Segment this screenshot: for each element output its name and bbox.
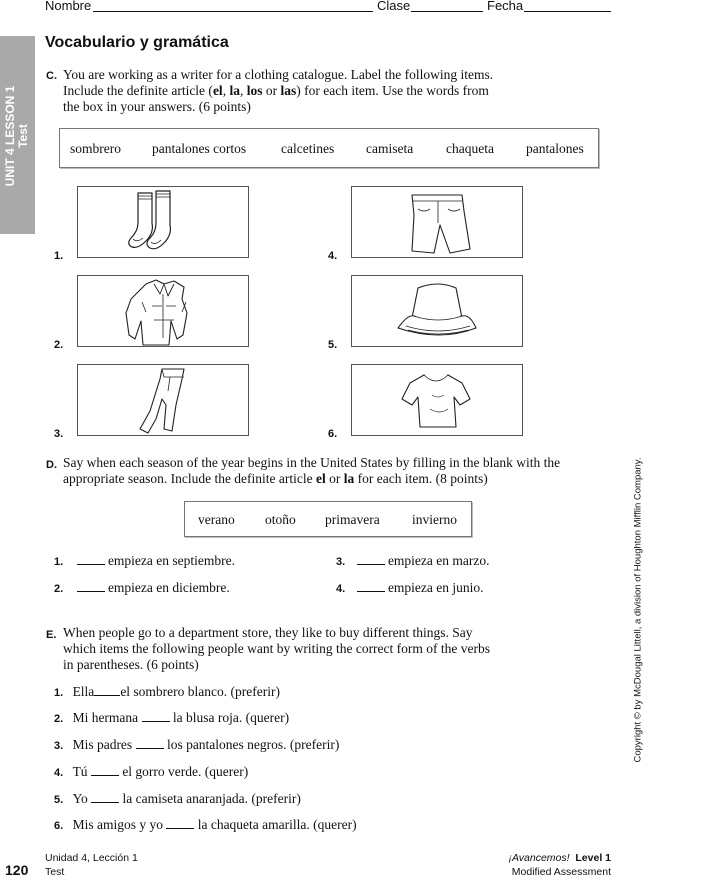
part-c-instructions: You are working as a writer for a clothing catalogue. Label the following items. Include the definite article (el, la, los or las) for each item. Use the words from the box in your answers. (6 points)	[63, 67, 494, 114]
word-pantalones: pantalones	[526, 141, 584, 156]
verb-item-1: 1. Ella el sombrero blanco. (preferir)	[54, 684, 280, 699]
class-field[interactable]	[411, 11, 483, 12]
answer-blank[interactable]	[77, 580, 105, 592]
answer-blank[interactable]	[357, 580, 385, 592]
verb-item-4: 4. Tú el gorro verde. (querer)	[54, 764, 249, 779]
tshirt-icon	[352, 365, 522, 435]
word-verano: verano	[198, 512, 235, 527]
season-item-2: 2. empieza en diciembre.	[54, 580, 230, 595]
page-number: 120	[5, 862, 29, 878]
answer-blank[interactable]	[357, 553, 385, 565]
section-title: Vocabulario y gramática	[45, 34, 229, 51]
picture-box-4	[351, 186, 523, 258]
part-c-label: C.	[46, 70, 57, 82]
copyright-notice: Copyright © by McDougal Littell, a division of Houghton Mifflin Company.	[632, 457, 644, 763]
season-item-4: 4. empieza en junio.	[336, 580, 484, 595]
word-invierno: invierno	[412, 512, 457, 527]
word-otono: otoño	[265, 512, 296, 527]
answer-blank[interactable]	[77, 553, 105, 565]
footer-right: ¡Avancemos! Level 1 Modified Assessment	[508, 852, 611, 878]
picture-box-3	[77, 364, 249, 436]
part-e-instructions: When people go to a department store, they like to buy different things. Say which items the following people want by writing the correct form of the verbs in parentheses. (6 points)	[63, 625, 491, 672]
name-label: Nombre	[45, 0, 92, 13]
answer-blank[interactable]	[91, 764, 119, 776]
class-label: Clase	[377, 0, 411, 13]
part-d-label: D.	[46, 459, 57, 471]
word-camiseta: camiseta	[366, 141, 414, 156]
part-d-instructions: Say when each season of the year begins in the United States by filling in the blank with the appropriate season. Include the definite article el or la for each item. (8 points)	[63, 455, 561, 486]
answer-blank[interactable]	[136, 737, 164, 749]
clothing-word-box	[59, 128, 599, 168]
verb-item-5: 5. Yo la camiseta anaranjada. (preferir)	[54, 791, 301, 806]
side-tab-test: Test	[16, 124, 30, 148]
season-item-1: 1. empieza en septiembre.	[54, 553, 236, 568]
picture-box-2	[77, 275, 249, 347]
word-pantalones-cortos: pantalones cortos	[152, 141, 247, 156]
item-number: 5.	[328, 339, 338, 351]
picture-box-1	[77, 186, 249, 258]
footer-left: Unidad 4, Lección 1 Test	[45, 852, 138, 878]
socks-icon	[78, 187, 248, 257]
word-calcetines: calcetines	[281, 141, 335, 156]
answer-blank[interactable]	[142, 710, 170, 722]
shorts-icon	[352, 187, 522, 257]
word-primavera: primavera	[325, 512, 380, 527]
answer-blank[interactable]	[94, 684, 120, 696]
word-sombrero: sombrero	[70, 141, 121, 156]
item-number: 6.	[328, 428, 338, 440]
verb-item-2: 2. Mi hermana la blusa roja. (querer)	[54, 710, 290, 725]
item-number: 3.	[54, 428, 64, 440]
date-label: Fecha	[487, 0, 524, 13]
item-number: 4.	[328, 250, 338, 262]
answer-blank[interactable]	[91, 791, 119, 803]
date-field[interactable]	[524, 11, 611, 12]
item-number: 1.	[54, 250, 64, 262]
side-tab-unit: UNIT 4 LESSON 1	[3, 85, 17, 187]
picture-box-6	[351, 364, 523, 436]
season-word-box	[184, 501, 472, 537]
part-e-label: E.	[46, 629, 57, 641]
verb-item-3: 3. Mis padres los pantalones negros. (preferir)	[54, 737, 340, 752]
verb-item-6: 6. Mis amigos y yo la chaqueta amarilla. (querer)	[54, 817, 357, 832]
picture-box-5	[351, 275, 523, 347]
season-item-3: 3. empieza en marzo.	[336, 553, 490, 568]
side-tab	[0, 36, 35, 234]
item-number: 2.	[54, 339, 64, 351]
name-field[interactable]	[93, 11, 373, 12]
pants-icon	[78, 365, 248, 435]
jacket-icon	[78, 276, 248, 346]
hat-icon	[352, 276, 522, 346]
answer-blank[interactable]	[166, 817, 194, 829]
word-chaqueta: chaqueta	[446, 141, 494, 156]
